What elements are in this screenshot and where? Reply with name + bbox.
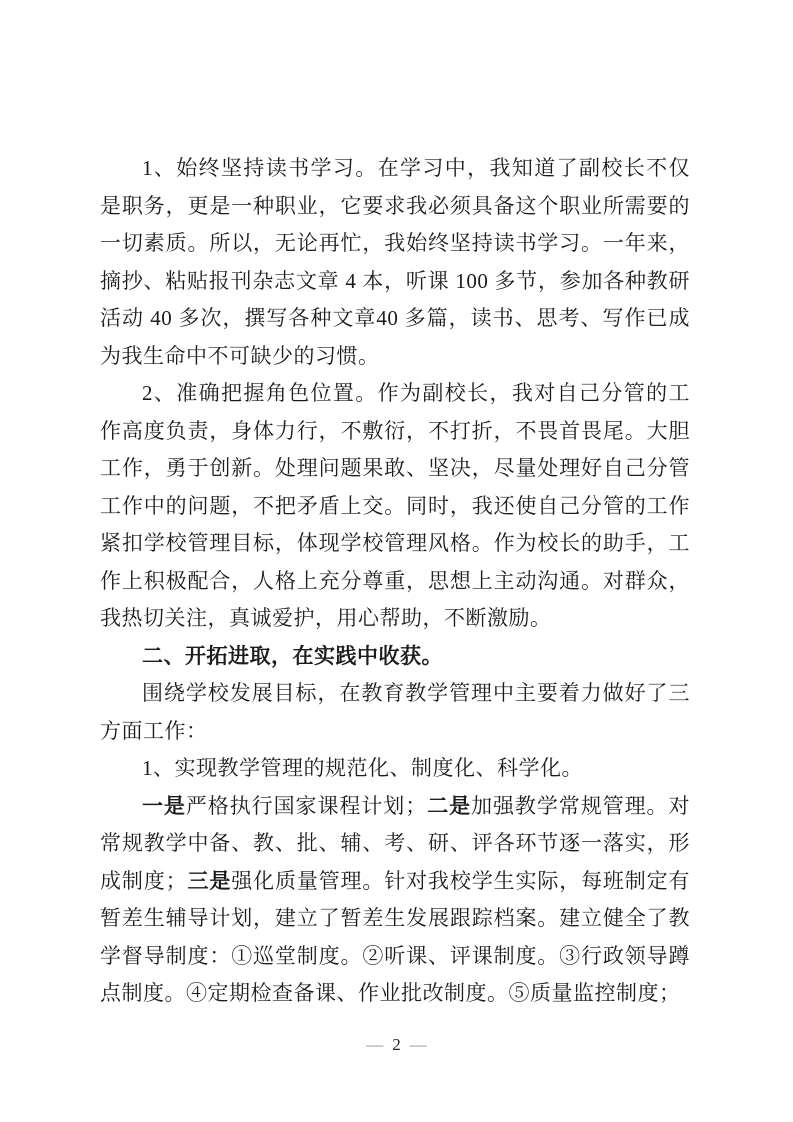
paragraph xyxy=(100,675,690,750)
page-footer xyxy=(0,1030,793,1060)
footer-right-dash: — xyxy=(409,1035,427,1054)
bold-run: 二、开拓进取，在实践中收获。 xyxy=(142,643,443,668)
paragraph xyxy=(100,375,690,638)
text-run: 严格执行国家课程计划； xyxy=(185,793,427,818)
paragraph xyxy=(100,788,690,1013)
text-run: 1、实现教学管理的规范化、制度化、科学化。 xyxy=(142,756,583,780)
page-number: 2 xyxy=(392,1035,401,1054)
footer-left-dash: — xyxy=(366,1035,384,1054)
paragraph xyxy=(100,150,690,375)
bold-run: 二是 xyxy=(426,793,472,818)
section-heading xyxy=(100,638,690,676)
text-run: 1、始终坚持读书学习。在学习中，我知道了副校长不仅是职务，更是一种职业，它要求我必须具备这个职业所需要的一切素质。所以，无论再忙，我始终坚持读书学习。一年来，摘抄、粘贴报刊杂志文章 4 本，听课 100 多节，参加各种教研活动 40 多次，撰写各种文章40 多篇，读书、思考、写作已成为我生命中不可缺少的习惯。 xyxy=(100,156,690,368)
text-run: 围绕学校发展目标，在教育教学管理中主要着力做好了三方面工作： xyxy=(100,681,690,743)
document-body xyxy=(100,150,690,1013)
text-run: 加强教学常规管理。对常规教学中备、教、批、辅、考、研、评各环节逐一落实，形成制度； xyxy=(100,793,690,893)
paragraph xyxy=(100,750,690,788)
bold-run: 三是 xyxy=(187,868,232,893)
bold-run: 一是 xyxy=(142,793,186,818)
text-run: 强化质量管理。针对我校学生实际，每班制定有暂差生辅导计划，建立了暂差生发展跟踪档案。建立健全了教学督导制度：①巡堂制度。②听课、评课制度。③行政领导蹲点制度。④定期检查备课、作业批改制度。⑤质量监控制度； xyxy=(100,868,691,1005)
text-run: 2、准确把握角色位置。作为副校长，我对自己分管的工作高度负责，身体力行，不敷衍，不打折，不畏首畏尾。大胆工作，勇于创新。处理问题果敢、坚决，尽量处理好自己分管工作中的问题，不把矛盾上交。同时，我还使自己分管的工作紧扣学校管理目标，体现学校管理风格。作为校长的助手，工作上积极配合，人格上充分尊重，思想上主动沟通。对群众，我热切关注，真诚爱护，用心帮助，不断激励。 xyxy=(100,381,690,630)
